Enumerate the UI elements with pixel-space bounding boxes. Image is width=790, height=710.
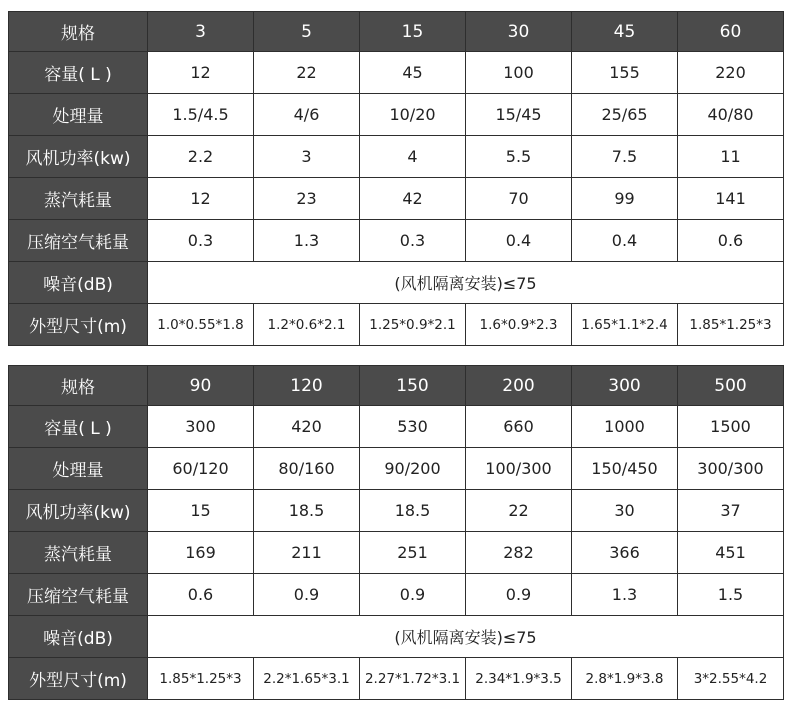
- value-cell: 100/300: [466, 448, 572, 490]
- header-cell: 5: [254, 12, 360, 52]
- value-cell: 12: [148, 52, 254, 94]
- value-cell: 22: [466, 490, 572, 532]
- value-cell: 1000: [572, 406, 678, 448]
- value-cell: 0.3: [360, 220, 466, 262]
- header-cell: 规格: [9, 366, 148, 406]
- noise-value-cell: (风机隔离安装)≤75: [148, 262, 784, 304]
- header-cell: 300: [572, 366, 678, 406]
- value-cell: 15/45: [466, 94, 572, 136]
- value-cell: 0.3: [148, 220, 254, 262]
- header-cell: 45: [572, 12, 678, 52]
- value-cell: 1500: [678, 406, 784, 448]
- value-cell: 40/80: [678, 94, 784, 136]
- row-label: 外型尺寸(m): [9, 658, 148, 700]
- value-cell: 1.25*0.9*2.1: [360, 304, 466, 346]
- value-cell: 2.27*1.72*3.1: [360, 658, 466, 700]
- table-row: [9, 136, 784, 178]
- value-cell: 100: [466, 52, 572, 94]
- value-cell: 37: [678, 490, 784, 532]
- value-cell: 23: [254, 178, 360, 220]
- value-cell: 42: [360, 178, 466, 220]
- table-row: [9, 490, 784, 532]
- value-cell: 1.85*1.25*3: [678, 304, 784, 346]
- value-cell: 2.34*1.9*3.5: [466, 658, 572, 700]
- value-cell: 451: [678, 532, 784, 574]
- value-cell: 1.0*0.55*1.8: [148, 304, 254, 346]
- value-cell: 2.8*1.9*3.8: [572, 658, 678, 700]
- table-row: [9, 532, 784, 574]
- value-cell: 2.2*1.65*3.1: [254, 658, 360, 700]
- header-cell: 规格: [9, 12, 148, 52]
- row-label: 噪音(dB): [9, 616, 148, 658]
- table-row-dimensions: [9, 658, 784, 700]
- header-cell: 90: [148, 366, 254, 406]
- header-cell: 60: [678, 12, 784, 52]
- value-cell: 1.65*1.1*2.4: [572, 304, 678, 346]
- row-label: 压缩空气耗量: [9, 220, 148, 262]
- header-row: [9, 366, 784, 406]
- table-row: [9, 406, 784, 448]
- value-cell: 1.85*1.25*3: [148, 658, 254, 700]
- table-row: [9, 178, 784, 220]
- value-cell: 155: [572, 52, 678, 94]
- value-cell: 25/65: [572, 94, 678, 136]
- value-cell: 282: [466, 532, 572, 574]
- value-cell: 169: [148, 532, 254, 574]
- value-cell: 300/300: [678, 448, 784, 490]
- row-label: 风机功率(kw): [9, 136, 148, 178]
- value-cell: 0.4: [466, 220, 572, 262]
- value-cell: 18.5: [360, 490, 466, 532]
- value-cell: 300: [148, 406, 254, 448]
- value-cell: 530: [360, 406, 466, 448]
- value-cell: 420: [254, 406, 360, 448]
- value-cell: 1.5/4.5: [148, 94, 254, 136]
- row-label: 容量( L ): [9, 52, 148, 94]
- value-cell: 18.5: [254, 490, 360, 532]
- row-label: 噪音(dB): [9, 262, 148, 304]
- row-label: 压缩空气耗量: [9, 574, 148, 616]
- value-cell: 10/20: [360, 94, 466, 136]
- row-label: 外型尺寸(m): [9, 304, 148, 346]
- value-cell: 30: [572, 490, 678, 532]
- value-cell: 4/6: [254, 94, 360, 136]
- row-label: 处理量: [9, 94, 148, 136]
- noise-value-cell: (风机隔离安装)≤75: [148, 616, 784, 658]
- value-cell: 1.6*0.9*2.3: [466, 304, 572, 346]
- value-cell: 60/120: [148, 448, 254, 490]
- table-row: [9, 94, 784, 136]
- header-cell: 150: [360, 366, 466, 406]
- value-cell: 1.3: [254, 220, 360, 262]
- value-cell: 3: [254, 136, 360, 178]
- value-cell: 12: [148, 178, 254, 220]
- value-cell: 0.4: [572, 220, 678, 262]
- value-cell: 141: [678, 178, 784, 220]
- value-cell: 0.6: [678, 220, 784, 262]
- table-row-noise: [9, 262, 784, 304]
- value-cell: 1.3: [572, 574, 678, 616]
- value-cell: 80/160: [254, 448, 360, 490]
- value-cell: 5.5: [466, 136, 572, 178]
- table-row: [9, 220, 784, 262]
- spec-table-2: [8, 365, 784, 700]
- value-cell: 0.9: [360, 574, 466, 616]
- value-cell: 70: [466, 178, 572, 220]
- value-cell: 0.9: [254, 574, 360, 616]
- header-row: [9, 12, 784, 52]
- value-cell: 251: [360, 532, 466, 574]
- value-cell: 0.9: [466, 574, 572, 616]
- value-cell: 2.2: [148, 136, 254, 178]
- value-cell: 45: [360, 52, 466, 94]
- value-cell: 0.6: [148, 574, 254, 616]
- value-cell: 211: [254, 532, 360, 574]
- header-cell: 30: [466, 12, 572, 52]
- value-cell: 7.5: [572, 136, 678, 178]
- value-cell: 15: [148, 490, 254, 532]
- value-cell: 220: [678, 52, 784, 94]
- row-label: 处理量: [9, 448, 148, 490]
- header-cell: 15: [360, 12, 466, 52]
- header-cell: 200: [466, 366, 572, 406]
- value-cell: 660: [466, 406, 572, 448]
- value-cell: 366: [572, 532, 678, 574]
- header-cell: 3: [148, 12, 254, 52]
- row-label: 蒸汽耗量: [9, 178, 148, 220]
- value-cell: 11: [678, 136, 784, 178]
- spec-table-1: [8, 11, 784, 346]
- value-cell: 150/450: [572, 448, 678, 490]
- header-cell: 500: [678, 366, 784, 406]
- table-row: [9, 52, 784, 94]
- value-cell: 3*2.55*4.2: [678, 658, 784, 700]
- table-row: [9, 574, 784, 616]
- value-cell: 1.5: [678, 574, 784, 616]
- header-cell: 120: [254, 366, 360, 406]
- value-cell: 1.2*0.6*2.1: [254, 304, 360, 346]
- table-row-noise: [9, 616, 784, 658]
- value-cell: 4: [360, 136, 466, 178]
- value-cell: 99: [572, 178, 678, 220]
- table-row-dimensions: [9, 304, 784, 346]
- row-label: 容量( L ): [9, 406, 148, 448]
- value-cell: 90/200: [360, 448, 466, 490]
- table-row: [9, 448, 784, 490]
- row-label: 蒸汽耗量: [9, 532, 148, 574]
- row-label: 风机功率(kw): [9, 490, 148, 532]
- value-cell: 22: [254, 52, 360, 94]
